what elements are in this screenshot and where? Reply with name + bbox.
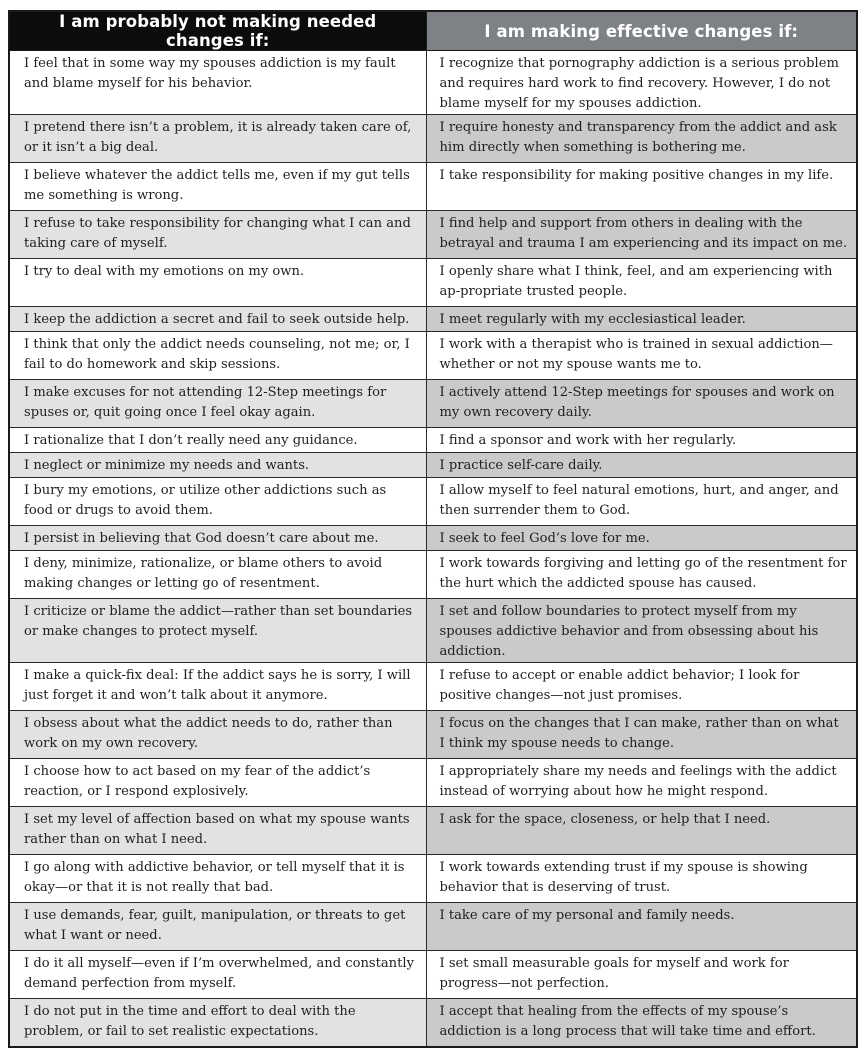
- not-making-changes-cell: I set my level of affection based on what my spouse wants rather than on what I need.: [9, 807, 426, 855]
- table-row: [9, 380, 857, 428]
- table-row: [9, 51, 857, 115]
- table-row: [9, 307, 857, 332]
- not-making-changes-cell: I think that only the addict needs counseling, not me; or, I fail to do homework and skip sessions.: [9, 332, 426, 380]
- table-row: [9, 855, 857, 903]
- table-row: [9, 453, 857, 478]
- table-row: [9, 259, 857, 307]
- not-making-changes-cell: I obsess about what the addict needs to do, rather than work on my own recovery.: [9, 711, 426, 759]
- making-changes-cell: I appropriately share my needs and feelings with the addict instead of worrying about how he might respond.: [426, 759, 857, 807]
- header-not-making-changes: I am probably not making needed changes if:: [9, 11, 426, 51]
- not-making-changes-cell: I keep the addiction a secret and fail to seek outside help.: [9, 307, 426, 332]
- not-making-changes-cell: I pretend there isn’t a problem, it is already taken care of, or it isn’t a big deal.: [9, 115, 426, 163]
- making-changes-cell: I meet regularly with my ecclesiastical leader.: [426, 307, 857, 332]
- table-row: [9, 478, 857, 526]
- making-changes-cell: I focus on the changes that I can make, rather than on what I think my spouse needs to change.: [426, 711, 857, 759]
- not-making-changes-cell: I persist in believing that God doesn’t care about me.: [9, 526, 426, 551]
- making-changes-cell: I ask for the space, closeness, or help that I need.: [426, 807, 857, 855]
- making-changes-cell: I practice self-care daily.: [426, 453, 857, 478]
- header-making-changes: I am making effective changes if:: [426, 11, 857, 51]
- making-changes-cell: I openly share what I think, feel, and am experiencing with ap-propriate trusted people.: [426, 259, 857, 307]
- making-changes-cell: I work towards forgiving and letting go of the resentment for the hurt which the addicted spouse has caused.: [426, 551, 857, 599]
- table-row: [9, 211, 857, 259]
- table-row: [9, 999, 857, 1048]
- table-row: [9, 599, 857, 663]
- not-making-changes-cell: I neglect or minimize my needs and wants.: [9, 453, 426, 478]
- making-changes-cell: I take responsibility for making positive changes in my life.: [426, 163, 857, 211]
- table-body: [9, 51, 857, 1048]
- making-changes-cell: I set and follow boundaries to protect myself from my spouses addictive behavior and from obsessing about his addiction.: [426, 599, 857, 663]
- table-row: [9, 163, 857, 211]
- making-changes-cell: I find a sponsor and work with her regularly.: [426, 428, 857, 453]
- table-row: [9, 551, 857, 599]
- making-changes-cell: I recognize that pornography addiction is a serious problem and requires hard work to find recovery. However, I do not blame myself for my spouses addiction.: [426, 51, 857, 115]
- table-row: [9, 903, 857, 951]
- not-making-changes-cell: I feel that in some way my spouses addiction is my fault and blame myself for his behavior.: [9, 51, 426, 115]
- not-making-changes-cell: I choose how to act based on my fear of the addict’s reaction, or I respond explosively.: [9, 759, 426, 807]
- not-making-changes-cell: I make a quick-fix deal: If the addict says he is sorry, I will just forget it and won’t talk about it anymore.: [9, 663, 426, 711]
- making-changes-cell: I find help and support from others in dealing with the betrayal and trauma I am experiencing and its impact on me.: [426, 211, 857, 259]
- making-changes-cell: I require honesty and transparency from the addict and ask him directly when something is bothering me.: [426, 115, 857, 163]
- not-making-changes-cell: I bury my emotions, or utilize other addictions such as food or drugs to avoid them.: [9, 478, 426, 526]
- table-row: [9, 428, 857, 453]
- making-changes-cell: I refuse to accept or enable addict behavior; I look for positive changes—not just promises.: [426, 663, 857, 711]
- not-making-changes-cell: I believe whatever the addict tells me, even if my gut tells me something is wrong.: [9, 163, 426, 211]
- making-changes-cell: I seek to feel God’s love for me.: [426, 526, 857, 551]
- header-row: [9, 11, 857, 51]
- making-changes-cell: I work towards extending trust if my spouse is showing behavior that is deserving of trust.: [426, 855, 857, 903]
- table-row: [9, 759, 857, 807]
- table-row: [9, 332, 857, 380]
- not-making-changes-cell: I make excuses for not attending 12-Step meetings for spuses or, quit going once I feel okay again.: [9, 380, 426, 428]
- not-making-changes-cell: I do it all myself—even if I’m overwhelmed, and constantly demand perfection from myself.: [9, 951, 426, 999]
- not-making-changes-cell: I use demands, fear, guilt, manipulation, or threats to get what I want or need.: [9, 903, 426, 951]
- not-making-changes-cell: I try to deal with my emotions on my own.: [9, 259, 426, 307]
- not-making-changes-cell: I refuse to take responsibility for changing what I can and taking care of myself.: [9, 211, 426, 259]
- making-changes-cell: I work with a therapist who is trained in sexual addiction—whether or not my spouse wants me to.: [426, 332, 857, 380]
- not-making-changes-cell: I rationalize that I don’t really need any guidance.: [9, 428, 426, 453]
- making-changes-cell: I accept that healing from the effects of my spouse’s addiction is a long process that will take time and effort.: [426, 999, 857, 1048]
- comparison-chart: [8, 10, 856, 1048]
- table-row: [9, 663, 857, 711]
- making-changes-cell: I allow myself to feel natural emotions, hurt, and anger, and then surrender them to God.: [426, 478, 857, 526]
- not-making-changes-cell: I go along with addictive behavior, or tell myself that it is okay—or that it is not really that bad.: [9, 855, 426, 903]
- table-row: [9, 526, 857, 551]
- making-changes-cell: I set small measurable goals for myself and work for progress—not perfection.: [426, 951, 857, 999]
- making-changes-cell: I actively attend 12-Step meetings for spouses and work on my own recovery daily.: [426, 380, 857, 428]
- table-row: [9, 711, 857, 759]
- comparison-table: [8, 10, 858, 1048]
- not-making-changes-cell: I deny, minimize, rationalize, or blame others to avoid making changes or letting go of resentment.: [9, 551, 426, 599]
- making-changes-cell: I take care of my personal and family needs.: [426, 903, 857, 951]
- table-row: [9, 115, 857, 163]
- not-making-changes-cell: I criticize or blame the addict—rather than set boundaries or make changes to protect myself.: [9, 599, 426, 663]
- table-row: [9, 807, 857, 855]
- not-making-changes-cell: I do not put in the time and effort to deal with the problem, or fail to set realistic expectations.: [9, 999, 426, 1048]
- table-row: [9, 951, 857, 999]
